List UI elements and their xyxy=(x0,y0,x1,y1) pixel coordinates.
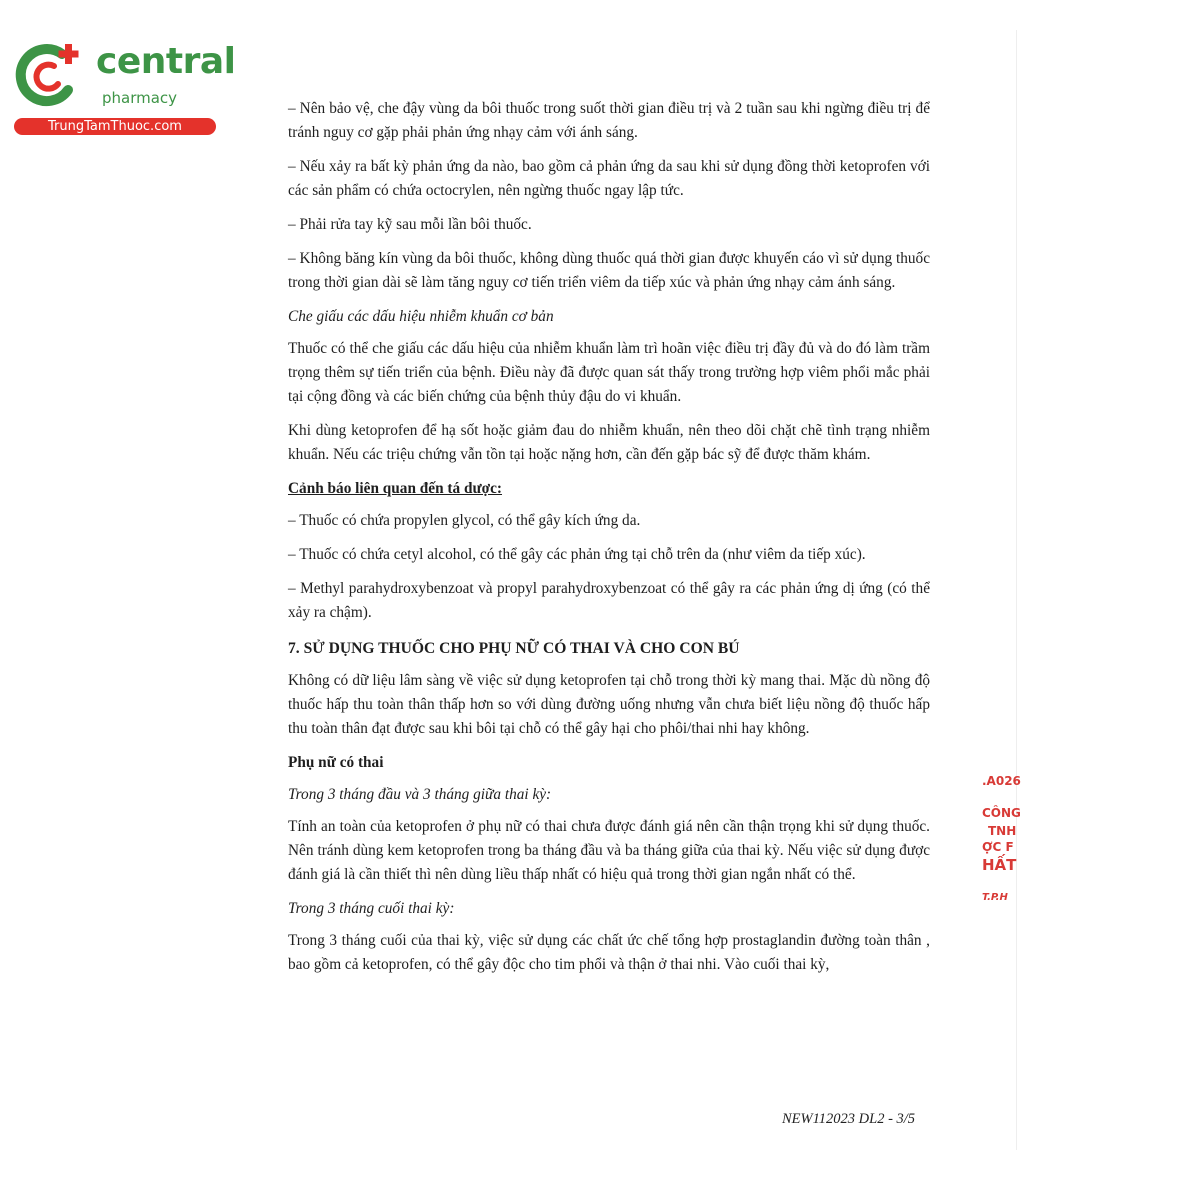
logo-mark-icon xyxy=(10,38,90,118)
paragraph: – Thuốc có chứa propylen glycol, có thể gây kích ứng da. xyxy=(288,512,641,529)
stamp-line: TNH xyxy=(988,824,1017,838)
paragraph: Không có dữ liệu lâm sàng về việc sử dụng ketoprofen tại chỗ trong thời kỳ mang thai. Mặc dù nồng độ thuốc hấp thu toàn thân thấp hơn so với dùng đường uống nhưng vẫn chưa biết liệu nồng độ thuốc hấp thu toàn thân đạt được sau khi bôi tại chỗ có thể gây hại cho phôi/thai nhi hay không. xyxy=(288,672,930,737)
stamp-line: .A026 xyxy=(982,774,1021,788)
stamp-line: T.P.H xyxy=(982,892,1008,903)
stamp-line: CÔNG xyxy=(982,806,1021,820)
paragraph: – Nếu xảy ra bất kỳ phản ứng da nào, bao gồm cả phản ứng da sau khi sử dụng đồng thời ketoprofen với các sản phẩm có chứa octocrylen, nên ngừng thuốc ngay lập tức. xyxy=(288,158,930,199)
section-7-heading: 7. SỬ DỤNG THUỐC CHO PHỤ NỮ CÓ THAI VÀ CHO CON BÚ xyxy=(288,640,740,657)
paragraph: – Thuốc có chứa cetyl alcohol, có thể gây các phản ứng tại chỗ trên da (như viêm da tiếp xúc). xyxy=(288,546,866,563)
stamp-line: ỢC F xyxy=(982,840,1014,854)
logo-name: central xyxy=(96,41,236,82)
paragraph: – Nên bảo vệ, che đậy vùng da bôi thuốc trong suốt thời gian điều trị và 2 tuần sau khi ngừng điều trị để tránh nguy cơ gặp phải phản ứng nhạy cảm với ánh sáng. xyxy=(288,100,930,141)
paragraph: – Methyl parahydroxybenzoat và propyl parahydroxybenzoat có thể gây ra các phản ứng dị ứng (có thể xảy ra chậm). xyxy=(288,580,930,621)
subheading-trimester-3: Trong 3 tháng cuối thai kỳ: xyxy=(288,900,455,917)
logo-url-banner: TrungTamThuoc.com xyxy=(14,118,216,135)
red-stamp-seal xyxy=(980,768,1021,914)
paragraph: – Phải rửa tay kỹ sau mỗi lần bôi thuốc. xyxy=(288,216,532,233)
page-edge-right xyxy=(1016,30,1017,1150)
document-body xyxy=(288,97,930,987)
paragraph: Trong 3 tháng cuối của thai kỳ, việc sử dụng các chất ức chế tổng hợp prostaglandin đường toàn thân , bao gồm cả ketoprofen, có thể gây độc cho tim phổi và thận ở thai nhi. Vào cuối thai kỳ, xyxy=(288,932,930,973)
paragraph: – Không băng kín vùng da bôi thuốc, không dùng thuốc quá thời gian được khuyến cáo vì sử dụng thuốc trong thời gian dài sẽ làm tăng nguy cơ tiến triển viêm da tiếp xúc và phản ứng nhạy cảm ánh sáng. xyxy=(288,250,930,291)
subheading-infection: Che giấu các dấu hiệu nhiễm khuẩn cơ bản xyxy=(288,308,554,325)
heading-excipient-warnings: Cảnh báo liên quan đến tá dược: xyxy=(288,480,503,497)
logo-subtitle: pharmacy xyxy=(102,89,178,107)
paragraph: Tính an toàn của ketoprofen ở phụ nữ có thai chưa được đánh giá nên cần thận trọng khi sử dụng thuốc. Nên tránh dùng kem ketoprofen trong ba tháng đầu và ba tháng giữa của thai kỳ. Nếu việc sử dụng được đánh giá là cần thiết thì nên dùng liều thấp nhất có hiệu quả trong thời gian ngắn nhất có thể. xyxy=(288,818,930,883)
paragraph: Khi dùng ketoprofen để hạ sốt hoặc giảm đau do nhiễm khuẩn, nên theo dõi chặt chẽ tình trạng nhiễm khuẩn. Nếu các triệu chứng vẫn tồn tại hoặc nặng hơn, cần đến gặp bác sỹ để được thăm khám. xyxy=(288,422,930,463)
paragraph: Thuốc có thể che giấu các dấu hiệu của nhiễm khuẩn làm trì hoãn việc điều trị đầy đủ và do đó làm trầm trọng thêm sự tiến triển của bệnh. Điều này đã được quan sát thấy trong trường hợp viêm phổi mắc phải tại cộng đồng và các biến chứng của bệnh thủy đậu do vi khuẩn. xyxy=(288,340,930,405)
page-footer-code: NEW112023 DL2 - 3/5 xyxy=(782,1111,916,1127)
stamp-line: HẤT xyxy=(982,856,1017,874)
subheading-pregnant-women: Phụ nữ có thai xyxy=(288,754,384,771)
central-pharmacy-logo xyxy=(10,38,236,138)
subheading-trimester-1-2: Trong 3 tháng đầu và 3 tháng giữa thai kỳ: xyxy=(288,786,552,803)
